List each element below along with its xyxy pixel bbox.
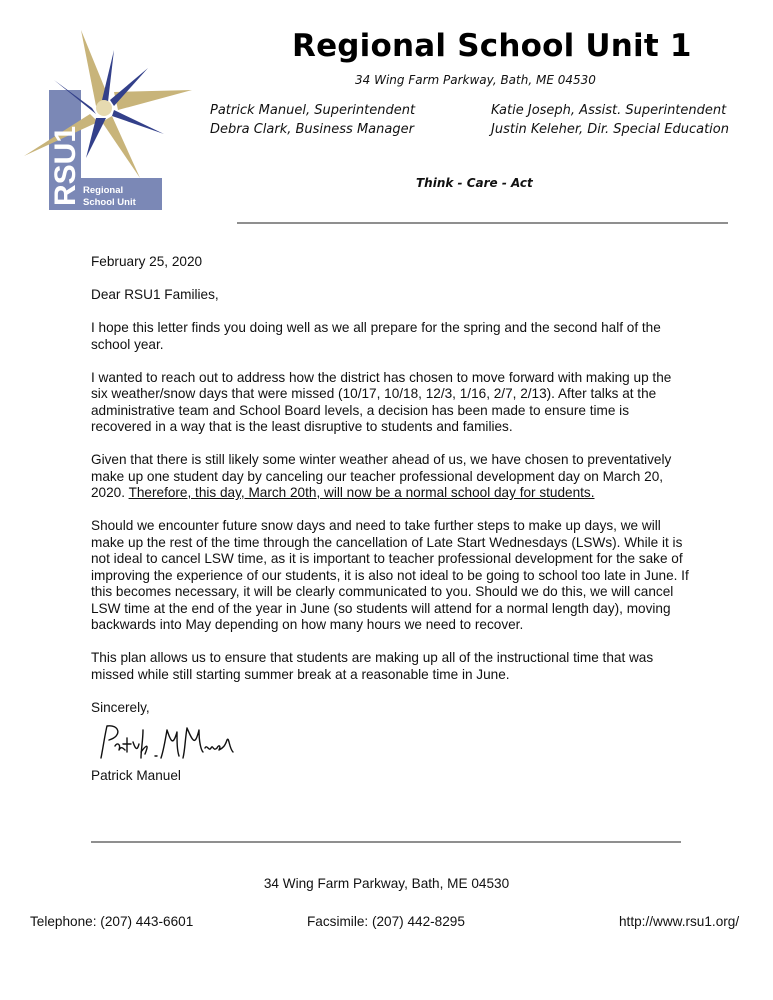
- footer-telephone: Telephone: (207) 443-6601: [30, 914, 194, 929]
- signer-name: Patrick Manuel: [91, 768, 181, 783]
- footer-website-link[interactable]: http://www.rsu1.org/: [619, 914, 740, 929]
- logo-subtext-line1: Regional: [83, 185, 124, 196]
- letter-paragraph-1: I hope this letter finds you doing well as we all prepare for the spring and the second half of the school year.: [91, 320, 661, 352]
- motto: Think - Care - Act: [416, 176, 533, 190]
- rsu1-logo: [24, 30, 196, 218]
- paragraph-3-text: Given that there is still likely some winter weather ahead of us, we have chosen to preventatively make up one student day by canceling our teacher professional development day on March 20, 2020.: [91, 452, 672, 500]
- letter-body: [91, 254, 691, 785]
- footer-facsimile: Facsimile: (207) 442-8295: [307, 914, 465, 929]
- header-address: 34 Wing Farm Parkway, Bath, ME 04530: [355, 73, 596, 87]
- staff-list-right: [491, 101, 729, 139]
- letter-paragraph-5: This plan allows us to ensure that students are making up all of the instructional time that was missed while still starting summer break at a reasonable time in June.: [91, 650, 654, 682]
- letter-closing: Sincerely,: [91, 699, 150, 715]
- paragraph-3-underlined: Therefore, this day, March 20th, will now be a normal school day for students.: [128, 485, 595, 500]
- letter-paragraph-2: I wanted to reach out to address how the district has chosen to move forward with making up the six weather/snow days that were missed (10/17, 10/18, 12/3, 1/16, 2/7, 2/13). After talks at the administrative team and School Board levels, a decision has been made to ensure time is recovered in a way that is the least disruptive to students and families.: [91, 369, 672, 434]
- letter-paragraph-4: Should we encounter future snow days and need to take further steps to make up days, we will make up the rest of the time through the cancellation of Late Start Wednesdays (LSWs). While it is not ideal to cancel LSW time, as it is important to teacher professional development for the sake of improving the experience of our students, it is also not ideal to be going to school too late in June. If this becomes necessary, it will be clearly communicated to you. Should we do this, we will cancel LSW time at the end of the year in June (so students will attend for a normal length day), moving backwards into May depending on how many hours we need to recover.: [91, 518, 689, 632]
- staff-list-left: [210, 101, 415, 139]
- letter-paragraph-3: [91, 452, 691, 502]
- letter-salutation: Dear RSU1 Families,: [91, 287, 219, 302]
- header-divider: [237, 222, 728, 224]
- letter-date: February 25, 2020: [91, 254, 203, 269]
- logo-mark: RSU1: [49, 125, 82, 206]
- footer-divider: [91, 841, 681, 843]
- organization-title: Regional School Unit 1: [292, 28, 692, 64]
- staff-assist-superintendent: Katie Joseph, Assist. Superintendent: [491, 103, 727, 118]
- logo-subtext-line2: School Unit: [83, 197, 136, 208]
- footer-address: 34 Wing Farm Parkway, Bath, ME 04530: [263, 876, 510, 891]
- staff-business-manager: Debra Clark, Business Manager: [210, 122, 414, 137]
- staff-special-education: Justin Keleher, Dir. Special Education: [491, 122, 729, 137]
- signature: [97, 722, 237, 764]
- staff-superintendent: Patrick Manuel, Superintendent: [210, 103, 416, 118]
